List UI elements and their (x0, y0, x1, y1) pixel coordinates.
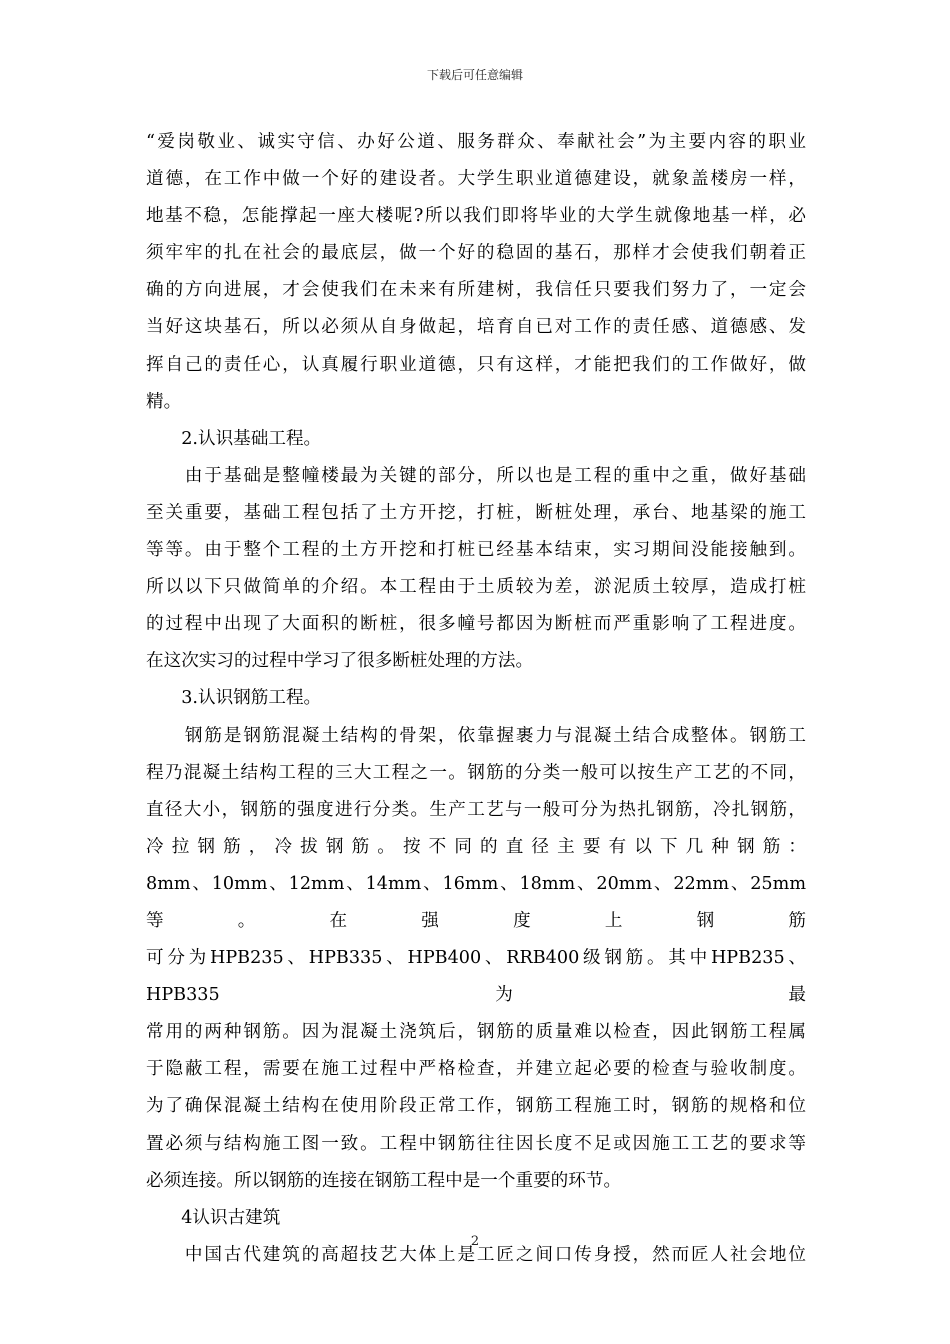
text-line: 8mm、10mm、12mm、14mm、16mm、18mm、20mm、22mm、25mm等。在强度上钢筋 (146, 873, 806, 931)
text-line: 中国古代建筑的高超技艺大体上是工匠之间口传身授，然而匠人社会地位 (146, 1244, 806, 1265)
text-line: 等等。由于整个工程的土方开挖和打桩已经基本结束，实习期间没能接触到。 (146, 540, 806, 561)
text-line: 冷拉钢筋，冷拔钢筋。按不同的直径主要有以下几种钢筋： (146, 836, 806, 857)
section-heading: 4认识古建筑 (146, 1207, 281, 1228)
text-line: 所以以下只做简单的介绍。本工程由于土质较为差，淤泥质土较厚，造成打桩 (146, 577, 806, 598)
text-line: 必须连接。所以钢筋的连接在钢筋工程中是一个重要的环节。 (146, 1170, 622, 1191)
text-line: 精。 (146, 391, 182, 412)
text-line: 确的方向进展，才会使我们在未来有所建树，我信任只要我们努力了，一定会 (146, 280, 806, 301)
text-line: 当好这块基石，所以必须从自身做起，培育自已对工作的责任感、道德感、发 (146, 317, 806, 338)
text-line: 须牢牢的扎在社会的最底层，做一个好的稳固的基石，那样才会使我们朝着正 (146, 243, 806, 264)
body-text (146, 124, 806, 1274)
text-line: 道德，在工作中做一个好的建设者。大学生职业道德建设，就象盖楼房一样， (146, 169, 806, 190)
text-line: 程乃混凝土结构工程的三大工程之一。钢筋的分类一般可以按生产工艺的不同， (146, 762, 806, 783)
text-line: 可分为HPB235、HPB335、HPB400、RRB400级钢筋。其中HPB235、HPB335为最 (146, 948, 806, 1006)
text-line: 置必须与结构施工图一致。工程中钢筋往往因长度不足或因施工工艺的要求等 (146, 1133, 806, 1154)
text-line: 挥自己的责任心，认真履行职业道德，只有这样，才能把我们的工作做好，做 (146, 354, 806, 375)
text-line: 地基不稳，怎能撑起一座大楼呢?所以我们即将毕业的大学生就像地基一样，必 (146, 206, 806, 227)
page-header: 下载后可任意编辑 (426, 68, 523, 82)
text-line: “爱岗敬业、诚实守信、办好公道、服务群众、奉献社会”为主要内容的职业 (146, 132, 806, 152)
text-line: 直径大小，钢筋的强度进行分类。生产工艺与一般可分为热扎钢筋，冷扎钢筋， (146, 799, 806, 820)
page-number: 2 (470, 1234, 480, 1249)
text-line: 钢筋是钢筋混凝土结构的骨架，依靠握裹力与混凝土结合成整体。钢筋工 (146, 725, 806, 746)
text-line: 于隐蔽工程，需要在施工过程中严格检查，并建立起必要的检查与验收制度。 (146, 1059, 806, 1080)
text-line: 在这次实习的过程中学习了很多断桩处理的方法。 (146, 651, 534, 672)
text-line: 为了确保混凝土结构在使用阶段正常工作，钢筋工程施工时，钢筋的规格和位 (146, 1096, 806, 1117)
section-heading: 3.认识钢筋工程。 (146, 688, 322, 709)
section-heading: 2.认识基础工程。 (146, 428, 322, 449)
text-line: 的过程中出现了大面积的断桩，很多幢号都因为断桩而严重影响了工程进度。 (146, 614, 806, 635)
text-line: 至关重要，基础工程包括了土方开挖，打桩，断桩处理，承台、地基梁的施工 (146, 502, 806, 523)
text-line: 常用的两种钢筋。因为混凝土浇筑后，钢筋的质量难以检查，因此钢筋工程属 (146, 1022, 806, 1043)
text-line: 由于基础是整幢楼最为关键的部分，所以也是工程的重中之重，做好基础 (146, 465, 806, 486)
